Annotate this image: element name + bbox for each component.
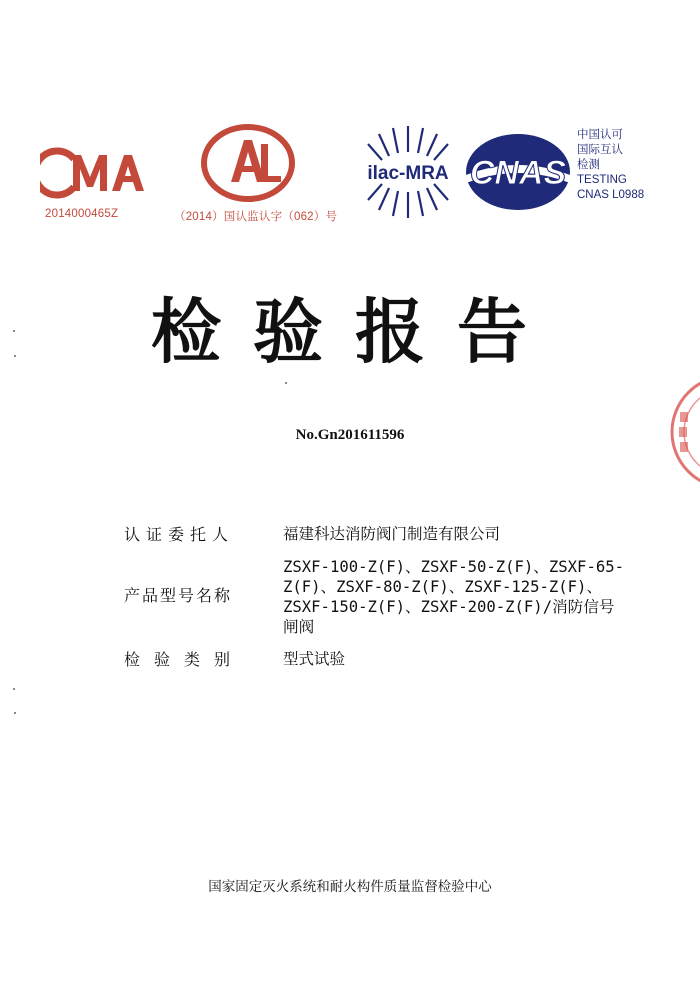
cnas-text: CNAS	[469, 154, 567, 192]
ilac-mra-text: ilac-MRA	[367, 163, 449, 184]
report-title: 检验报告	[151, 291, 559, 373]
inspection-type-label: 检验类别	[124, 650, 245, 669]
client-value: 福建科达消防阀门制造有限公司	[283, 525, 501, 543]
cal-certificate-code: （2014）国认监认字（062）号	[174, 211, 338, 223]
product-model-label: 产品型号名称	[124, 586, 233, 605]
cma-logo	[40, 147, 146, 203]
product-model-line: ZSXF-100-Z(F)、ZSXF-50-Z(F)、ZSXF-65-	[283, 558, 624, 576]
scan-speck	[285, 382, 287, 384]
cnas-note-line: CNAS L0988	[577, 189, 645, 201]
issuing-organization: 国家固定灭火系统和耐火构件质量监督检验中心	[208, 879, 492, 895]
cnas-accreditation-note	[577, 128, 644, 203]
cal-logo	[199, 122, 297, 208]
client-label: 认证委托人	[124, 525, 235, 544]
cnas-note-line: 中国认可	[577, 129, 623, 141]
cnas-note-line: 检测	[577, 159, 600, 171]
cma-mark-icon	[40, 147, 146, 199]
partial-seal-stamp	[668, 372, 700, 496]
scan-speck	[13, 688, 15, 690]
cal-mark-icon	[199, 122, 297, 204]
scan-speck	[14, 355, 16, 357]
cnas-note-line: TESTING	[577, 174, 627, 186]
product-model-line: 闸阀	[283, 618, 315, 636]
ilac-mra-logo	[357, 124, 459, 224]
product-model-line: ZSXF-150-Z(F)、ZSXF-200-Z(F)/消防信号	[283, 598, 615, 616]
inspection-type-value: 型式试验	[283, 650, 346, 668]
product-model-line: Z(F)、ZSXF-80-Z(F)、ZSXF-125-Z(F)、	[283, 578, 603, 596]
cnas-logo	[462, 131, 574, 217]
cnas-note-line: 国际互认	[577, 144, 623, 156]
scan-speck	[14, 712, 16, 714]
scan-speck	[13, 330, 15, 332]
report-number: No.Gn201611596	[295, 427, 405, 443]
cma-certificate-code: 2014000465Z	[45, 208, 119, 220]
ilac-mra-mark-icon	[357, 124, 459, 220]
cnas-mark-icon	[462, 131, 574, 213]
seal-stamp-icon	[668, 372, 700, 492]
product-model-value	[283, 557, 683, 637]
